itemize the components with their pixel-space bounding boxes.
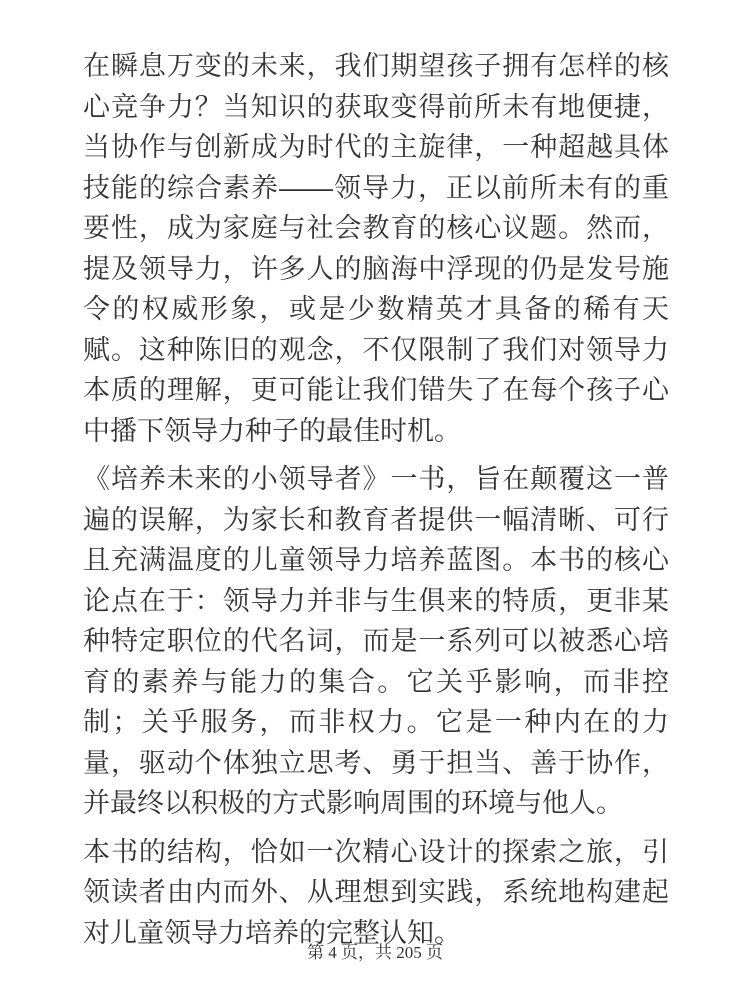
paragraph-intro: 在瞬息万变的未来，我们期望孩子拥有怎样的核心竞争力？当知识的获取变得前所未有地便捷，当协作与创新成为时代的主旋律，一种超越具体技能的综合素养——领导力，正以前所未有的重要性，成为家庭与社会教育的核心议题。然而，提及领导力，许多人的脑海中浮现的仍是发号施令的权威形象，或是少数精英才具备的稀有天赋。这种陈旧的观念，不仅限制了我们对领导力本质的理解，更可能让我们错失了在每个孩子心中播下领导力种子的最佳时机。 [83, 51, 669, 446]
paragraph-book-structure: 本书的结构，恰如一次精心设计的探索之旅，引领读者由内而外、从理想到实践，系统地构建起对儿童领导力培养的完整认知。 [83, 836, 669, 948]
paragraph-book-thesis: 《培养未来的小领导者》一书，旨在颠覆这一普遍的误解，为家长和教育者提供一幅清晰、可行且充满温度的儿童领导力培养蓝图。本书的核心论点在于：领导力并非与生俱来的特质，更非某种特定职位的代名词，而是一系列可以被悉心培育的素养与能力的集合。它关乎影响，而非控制；关乎服务，而非权力。它是一种内在的力量，驱动个体独立思考、勇于担当、善于协作，并最终以积极的方式影响周围的环境与他人。 [83, 464, 669, 818]
page-number-footer: 第 4 页，共 205 页 [307, 943, 443, 962]
page-text-block [83, 46, 669, 961]
